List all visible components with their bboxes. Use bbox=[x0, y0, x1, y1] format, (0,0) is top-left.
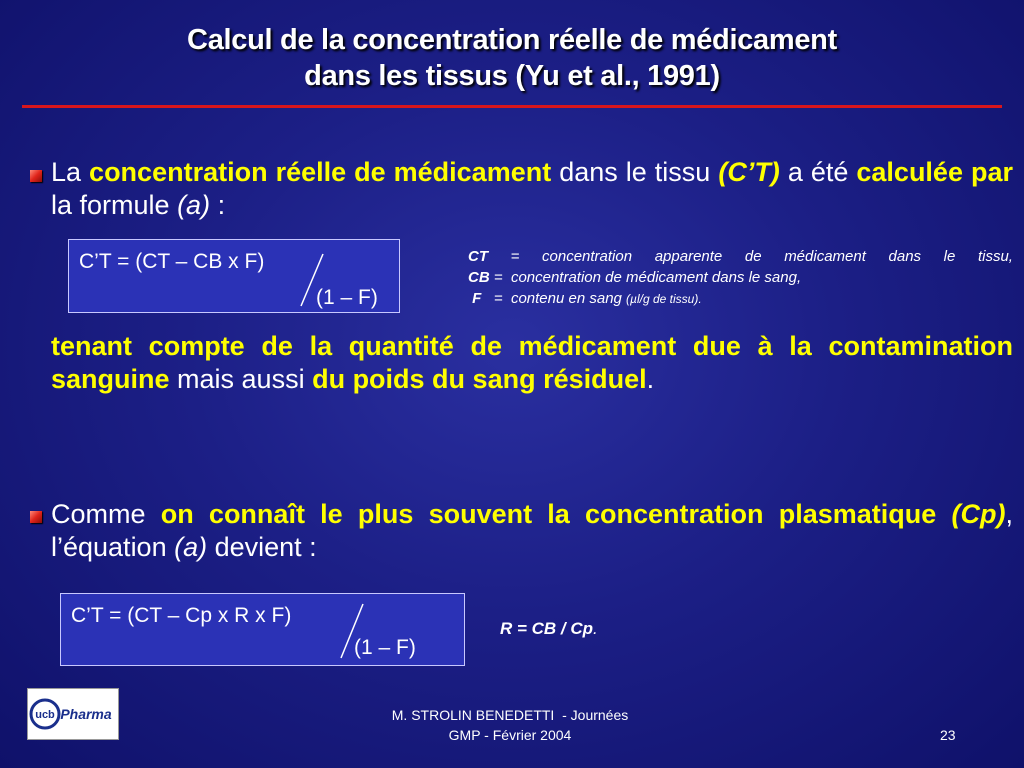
highlight-span: du poids du sang résiduel bbox=[312, 364, 647, 394]
highlight-span: tenant compte de la quantité de médicament due à la contamination sanguine bbox=[51, 331, 1013, 394]
formula-box-b bbox=[60, 593, 465, 666]
variable-definitions bbox=[468, 246, 1013, 310]
definition-text: concentration de médicament dans le sang, bbox=[510, 269, 802, 286]
definition-term: CB bbox=[468, 269, 490, 286]
text-span: Comme bbox=[51, 499, 161, 529]
continuation-text bbox=[51, 330, 1013, 396]
bullet-1-text bbox=[51, 156, 1013, 222]
text-span: a été bbox=[779, 157, 857, 187]
formula-numerator: C’T = (CT – Cp x R x F) bbox=[71, 604, 292, 627]
definition-text: concentration apparente de médicament dans le tissu, bbox=[542, 248, 1013, 265]
bullet-icon bbox=[30, 170, 42, 182]
formula-denominator: (1 – F) bbox=[354, 636, 416, 659]
definition-term: CT bbox=[468, 248, 488, 265]
italic-span: (a) bbox=[177, 190, 211, 220]
r-definition bbox=[500, 619, 598, 639]
text-span: la formule bbox=[51, 190, 178, 220]
highlight-italic-span: (Cp) bbox=[951, 499, 1006, 529]
text-span: . bbox=[646, 364, 655, 394]
ucb-pharma-logo bbox=[27, 688, 119, 740]
highlight-span: on connaît le plus souvent la concentration plasmatique bbox=[160, 499, 952, 529]
definition-eq: = bbox=[488, 248, 543, 265]
text-span: mais aussi bbox=[169, 364, 313, 394]
highlight-italic-span: (C’T) bbox=[718, 157, 780, 187]
formula-box-a bbox=[68, 239, 400, 313]
text-span: : bbox=[210, 190, 226, 220]
definition-text: contenu en sang bbox=[510, 290, 627, 307]
definition-term: F bbox=[468, 290, 482, 307]
logo-mark: ucb bbox=[35, 709, 55, 721]
bullet-icon bbox=[30, 511, 42, 523]
r-definition-end: . bbox=[593, 619, 598, 638]
definition-eq: = bbox=[489, 269, 511, 286]
definition-cb bbox=[468, 267, 1013, 288]
title-divider bbox=[22, 105, 1002, 108]
page-number: 23 bbox=[940, 727, 956, 743]
bullet-2-text bbox=[51, 498, 1013, 564]
formula-numerator: C’T = (CT – CB x F) bbox=[79, 250, 265, 273]
definition-eq: = bbox=[481, 290, 511, 307]
text-span: dans le tissu bbox=[551, 157, 719, 187]
definition-f bbox=[468, 288, 1013, 310]
footer bbox=[330, 705, 690, 745]
text-span: , l’équation bbox=[51, 499, 1014, 562]
slide-title-line1: Calcul de la concentration réelle de médicament bbox=[187, 24, 837, 56]
footer-line2: GMP - Février 2004 bbox=[448, 727, 572, 743]
highlight-span: calculée par bbox=[856, 157, 1013, 187]
logo-text: Pharma bbox=[60, 706, 112, 722]
highlight-span: concentration réelle de médicament bbox=[89, 157, 552, 187]
slide-title bbox=[0, 22, 1024, 94]
footer-line1: M. STROLIN BENEDETTI - Journées bbox=[391, 707, 629, 723]
definition-unit: (µl/g de tissu). bbox=[626, 292, 702, 306]
r-definition-text: R = CB / Cp bbox=[500, 619, 594, 638]
text-span: devient : bbox=[207, 532, 317, 562]
formula-denominator: (1 – F) bbox=[316, 286, 378, 309]
slide-title-line2: dans les tissus (Yu et al., 1991) bbox=[304, 60, 720, 92]
text-span: La bbox=[51, 157, 90, 187]
ucb-logo-icon bbox=[28, 689, 118, 739]
definition-ct bbox=[468, 246, 1013, 267]
italic-span: (a) bbox=[174, 532, 208, 562]
